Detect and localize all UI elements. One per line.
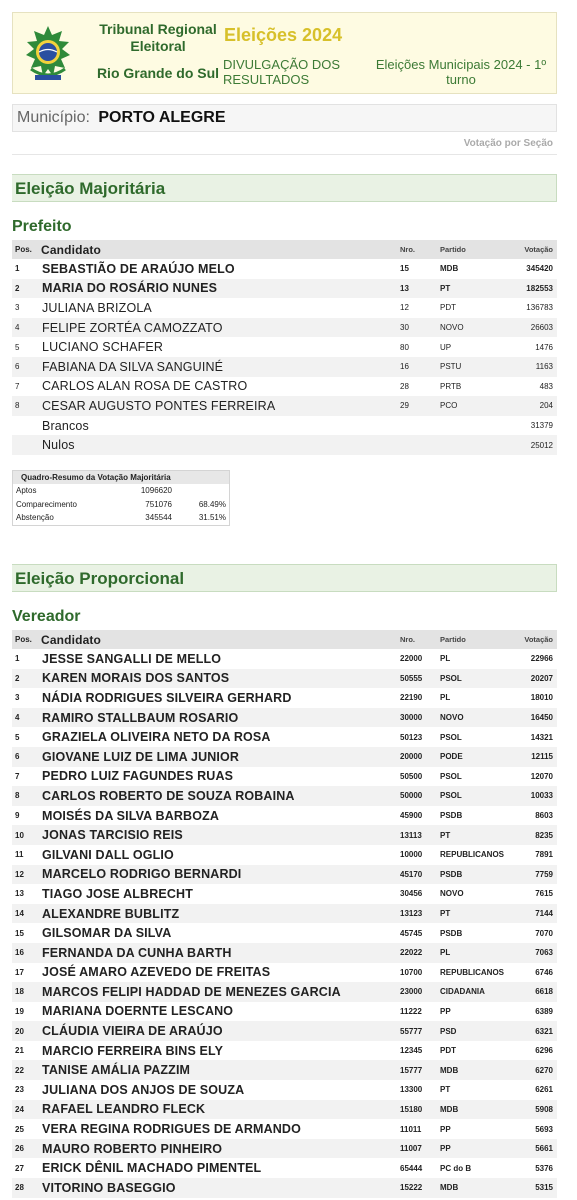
quadro-resumo	[12, 470, 230, 526]
vote-count: 483	[539, 381, 553, 391]
candidate-name: SEBASTIÃO DE ARAÚJO MELO	[42, 261, 235, 276]
party-name: NOVO	[440, 889, 464, 899]
vote-count: 26603	[530, 323, 553, 333]
candidate-name: CLÁUDIA VIEIRA DE ARAÚJO	[42, 1024, 223, 1039]
row-pos: 25	[15, 1124, 24, 1134]
table-row	[12, 259, 557, 279]
candidate-number: 45900	[400, 811, 423, 821]
resumo-row	[13, 498, 229, 512]
row-pos: 7	[15, 381, 20, 391]
table-row	[12, 416, 557, 436]
vote-count: 136783	[526, 303, 553, 313]
resumo-row	[13, 511, 229, 525]
table-row	[12, 786, 557, 806]
candidate-name: VERA REGINA RODRIGUES DE ARMANDO	[42, 1122, 301, 1137]
election-subtitle: DIVULGAÇÃO DOS RESULTADOS	[223, 57, 341, 87]
candidate-number: 50500	[400, 771, 423, 781]
table-row	[12, 1100, 557, 1120]
row-pos: 4	[15, 323, 20, 333]
party-name: PCO	[440, 401, 458, 411]
candidate-name: VITORINO BASEGGIO	[42, 1180, 176, 1195]
party-name: PL	[440, 693, 451, 703]
candidate-name: TIAGO JOSE ALBRECHT	[42, 886, 194, 901]
candidate-name: MARCIO FERREIRA BINS ELY	[42, 1043, 224, 1058]
resumo-percent: 68.49%	[198, 499, 226, 509]
row-pos: 23	[15, 1085, 24, 1095]
candidate-number: 45170	[400, 869, 423, 879]
vote-count: 6746	[535, 967, 553, 977]
candidate-number: 23000	[400, 987, 423, 997]
row-pos: 12	[15, 869, 24, 879]
prefeito-rows	[12, 259, 557, 455]
table-row	[12, 1060, 557, 1080]
candidate-number: 15222	[400, 1183, 423, 1193]
party-name: PT	[440, 1085, 451, 1095]
prefeito-table	[12, 240, 557, 455]
vote-count: 7063	[535, 948, 553, 958]
role-prefeito: Prefeito	[12, 218, 72, 235]
row-pos: 5	[15, 342, 20, 352]
candidate-name: FABIANA DA SILVA SANGUINÉ	[42, 359, 224, 374]
candidate-name: JULIANA DOS ANJOS DE SOUZA	[42, 1082, 245, 1097]
table-row	[12, 943, 557, 963]
candidate-name: GIOVANE LUIZ DE LIMA JUNIOR	[42, 749, 240, 764]
candidate-name: MAURO ROBERTO PINHEIRO	[42, 1141, 223, 1156]
candidate-number: 22022	[400, 948, 423, 958]
candidate-name: CARLOS ALAN ROSA DE CASTRO	[42, 379, 248, 394]
candidate-name: JONAS TARCISIO REIS	[42, 828, 183, 843]
party-name: PSOL	[440, 732, 462, 742]
table-row	[12, 963, 557, 983]
vote-count: 6270	[535, 1065, 553, 1075]
row-pos: 20	[15, 1026, 24, 1036]
party-name: REPUBLICANOS	[440, 850, 505, 860]
table-row	[12, 747, 557, 767]
table-row	[12, 396, 557, 416]
candidate-name: MARIA DO ROSÁRIO NUNES	[42, 281, 218, 296]
party-name: PSDB	[440, 811, 463, 821]
vote-count: 22966	[530, 654, 553, 664]
candidate-number: 29	[400, 401, 409, 411]
candidate-number: 22000	[400, 654, 423, 664]
vote-count: 6296	[535, 1046, 553, 1056]
candidate-name: GILVANI DALL OGLIO	[42, 847, 174, 862]
table-row	[12, 688, 557, 708]
vote-count: 10033	[530, 791, 553, 801]
candidate-number: 50555	[400, 673, 423, 683]
resumo-label: Abstenção	[16, 513, 54, 522]
candidate-name: LUCIANO SCHAFER	[42, 340, 164, 355]
party-name: PL	[440, 948, 451, 958]
candidate-number: 15	[400, 264, 409, 274]
party-name: CIDADANIA	[440, 987, 485, 997]
vote-count: 7891	[535, 850, 553, 860]
table-row	[12, 1178, 557, 1198]
party-name: PL	[440, 654, 451, 664]
candidate-number: 11007	[400, 1144, 422, 1154]
party-name: PP	[440, 1144, 451, 1154]
candidate-number: 65444	[400, 1163, 423, 1173]
party-name: PP	[440, 1124, 451, 1134]
candidate-number: 10000	[400, 850, 423, 860]
candidate-number: 11011	[400, 1124, 422, 1134]
divider	[12, 154, 557, 155]
resumo-value: 1096620	[140, 486, 172, 495]
candidate-number: 22190	[400, 693, 423, 703]
row-pos: 27	[15, 1163, 24, 1173]
vote-count: 12115	[531, 752, 553, 762]
party-name: PODE	[440, 752, 463, 762]
table-row	[12, 825, 557, 845]
vote-count: 5693	[535, 1124, 553, 1134]
candidate-name: FELIPE ZORTÉA CAMOZZATO	[42, 320, 223, 335]
candidate-name: CESAR AUGUSTO PONTES FERREIRA	[42, 398, 276, 413]
vote-count: 5661	[535, 1144, 553, 1154]
candidate-name: Brancos	[42, 418, 89, 433]
vote-count: 5908	[535, 1104, 553, 1114]
resumo-row	[13, 484, 229, 498]
tre-name: Tribunal Regional Eleitoral	[99, 21, 217, 54]
party-name: MDB	[440, 1104, 459, 1114]
table-header	[12, 240, 557, 259]
vote-count: 31379	[530, 421, 553, 431]
row-pos: 16	[15, 948, 24, 958]
party-name: PSDB	[440, 869, 463, 879]
candidate-name: GRAZIELA OLIVEIRA NETO DA ROSA	[42, 730, 271, 745]
candidate-number: 45745	[400, 928, 423, 938]
brazil-coat-of-arms-icon	[17, 23, 79, 85]
vote-count: 6389	[535, 1006, 553, 1016]
candidate-name: NÁDIA RODRIGUES SILVEIRA GERHARD	[42, 690, 292, 705]
row-pos: 2	[15, 283, 20, 293]
vote-count: 1476	[535, 342, 553, 352]
candidate-number: 30000	[400, 713, 423, 723]
municipio-label: Município:	[17, 109, 90, 126]
candidate-number: 13123	[400, 909, 423, 919]
table-row	[12, 649, 557, 669]
vote-count: 182553	[526, 283, 553, 293]
col-party: Partido	[440, 245, 466, 254]
party-name: PSOL	[440, 771, 462, 781]
table-row	[12, 806, 557, 826]
vote-count: 6618	[535, 987, 553, 997]
candidate-name: GILSOMAR DA SILVA	[42, 926, 172, 941]
row-pos: 15	[15, 928, 24, 938]
candidate-name: MARCOS FELIPI HADDAD DE MENEZES GARCIA	[42, 984, 341, 999]
party-name: REPUBLICANOS	[440, 967, 505, 977]
party-name: MDB	[440, 264, 459, 274]
candidate-number: 80	[400, 342, 409, 352]
table-row	[12, 982, 557, 1002]
row-pos: 10	[15, 830, 24, 840]
vote-count: 7759	[535, 869, 553, 879]
candidate-number: 13	[400, 283, 409, 293]
municipio-value: PORTO ALEGRE	[98, 109, 226, 126]
table-row	[12, 1002, 557, 1022]
table-row	[12, 1021, 557, 1041]
col-candidate: Candidato	[41, 632, 102, 647]
resumo-label: Aptos	[16, 486, 37, 495]
party-name: PT	[440, 830, 451, 840]
party-name: MDB	[440, 1065, 459, 1075]
section-proporcional-title: Eleição Proporcional	[12, 564, 557, 592]
row-pos: 22	[15, 1065, 24, 1075]
candidate-name: KAREN MORAIS DOS SANTOS	[42, 671, 230, 686]
col-pos: Pos.	[15, 245, 32, 254]
col-nro: Nro.	[400, 635, 415, 644]
header	[12, 12, 557, 94]
table-row	[12, 298, 557, 318]
row-pos: 11	[15, 850, 24, 860]
row-pos: 8	[15, 791, 20, 801]
party-name: PDT	[440, 1046, 456, 1056]
vereador-rows	[12, 649, 557, 1198]
table-header	[12, 630, 557, 649]
row-pos: 26	[15, 1144, 24, 1154]
party-name: PC do B	[440, 1163, 472, 1173]
candidate-name: FERNANDA DA CUNHA BARTH	[42, 945, 232, 960]
row-pos: 1	[15, 264, 20, 274]
candidate-number: 50000	[400, 791, 423, 801]
table-row	[12, 904, 557, 924]
row-pos: 14	[15, 909, 24, 919]
candidate-name: JOSÉ AMARO AZEVEDO DE FREITAS	[42, 965, 271, 980]
party-name: PSTU	[440, 362, 462, 372]
candidate-name: ERICK DÊNIL MACHADO PIMENTEL	[42, 1161, 262, 1176]
row-pos: 6	[15, 752, 20, 762]
table-row	[12, 1080, 557, 1100]
vote-count: 204	[539, 401, 553, 411]
candidate-name: Nulos	[42, 438, 75, 453]
tre-state: Rio Grande do Sul	[96, 65, 220, 81]
vote-count: 8603	[535, 811, 553, 821]
row-pos: 3	[15, 303, 20, 313]
table-row	[12, 865, 557, 885]
row-pos: 2	[15, 673, 20, 683]
vote-count: 5376	[535, 1163, 553, 1173]
vote-count: 12070	[530, 771, 553, 781]
row-pos: 13	[15, 889, 24, 899]
vote-count: 7615	[535, 889, 553, 899]
col-nro: Nro.	[400, 245, 415, 254]
vote-count: 14321	[530, 732, 553, 742]
col-pos: Pos.	[15, 635, 32, 644]
candidate-name: TANISE AMÁLIA PAZZIM	[42, 1063, 191, 1078]
party-name: PSOL	[440, 673, 462, 683]
row-pos: 5	[15, 732, 20, 742]
resumo-value: 751076	[145, 499, 172, 509]
vote-count: 8235	[535, 830, 553, 840]
row-pos: 18	[15, 987, 24, 997]
resumo-title: Quadro-Resumo da Votação Majoritária	[13, 471, 229, 484]
party-name: MDB	[440, 1183, 459, 1193]
candidate-name: PEDRO LUIZ FAGUNDES RUAS	[42, 769, 234, 784]
table-row	[12, 1139, 557, 1159]
row-pos: 21	[15, 1046, 24, 1056]
section-majoritaria-title: Eleição Majoritária	[12, 174, 557, 202]
resumo-value: 345544	[145, 513, 172, 522]
row-pos: 4	[15, 713, 20, 723]
candidate-number: 15777	[400, 1065, 423, 1075]
table-row	[12, 669, 557, 689]
party-name: PP	[440, 1006, 451, 1016]
row-pos: 3	[15, 693, 20, 703]
vote-count: 5315	[535, 1183, 553, 1193]
candidate-number: 12	[400, 303, 409, 313]
row-pos: 6	[15, 362, 20, 372]
row-pos: 7	[15, 771, 20, 781]
election-round: Eleições Municipais 2024 - 1º turno	[375, 57, 547, 87]
candidate-number: 30	[400, 323, 409, 333]
vote-count: 6321	[535, 1026, 553, 1036]
municipio-bar	[12, 104, 557, 132]
table-row	[12, 923, 557, 943]
candidate-number: 55777	[400, 1026, 423, 1036]
table-row	[12, 435, 557, 455]
vote-count: 25012	[530, 440, 553, 450]
table-row	[12, 357, 557, 377]
row-pos: 28	[15, 1183, 24, 1193]
election-title: Eleições 2024	[224, 25, 343, 45]
vote-count: 1163	[535, 362, 553, 372]
table-row	[12, 377, 557, 397]
party-name: PDT	[440, 303, 456, 313]
party-name: PSDB	[440, 928, 463, 938]
table-row	[12, 1041, 557, 1061]
table-row	[12, 727, 557, 747]
candidate-name: MARIANA DOERNTE LESCANO	[42, 1004, 234, 1019]
candidate-name: ALEXANDRE BUBLITZ	[42, 906, 180, 921]
col-candidate: Candidato	[41, 242, 102, 257]
vote-count: 16450	[530, 713, 553, 723]
vote-count: 345420	[526, 264, 553, 274]
table-row	[12, 337, 557, 357]
candidate-number: 50123	[400, 732, 423, 742]
table-row	[12, 708, 557, 728]
candidate-number: 13113	[400, 830, 422, 840]
vote-count: 18010	[530, 693, 553, 703]
party-name: PT	[440, 283, 451, 293]
candidate-number: 11222	[400, 1006, 422, 1016]
party-name: NOVO	[440, 713, 464, 723]
resumo-percent: 31.51%	[198, 513, 226, 522]
candidate-number: 16	[400, 362, 409, 372]
party-name: PT	[440, 909, 451, 919]
candidate-number: 13300	[400, 1085, 423, 1095]
row-pos: 1	[15, 654, 20, 664]
party-name: PRTB	[440, 381, 462, 391]
table-row	[12, 279, 557, 299]
candidate-name: RAMIRO STALLBAUM ROSARIO	[42, 710, 239, 725]
table-row	[12, 1119, 557, 1139]
resumo-rows	[13, 484, 229, 525]
row-pos: 9	[15, 811, 20, 821]
row-pos: 8	[15, 401, 20, 411]
party-name: NOVO	[440, 323, 464, 333]
candidate-name: JESSE SANGALLI DE MELLO	[42, 651, 222, 666]
candidate-number: 10700	[400, 967, 423, 977]
table-row	[12, 318, 557, 338]
candidate-number: 12345	[400, 1046, 423, 1056]
table-row	[12, 845, 557, 865]
row-pos: 24	[15, 1104, 24, 1114]
col-party: Partido	[440, 635, 466, 644]
col-votes: Votação	[524, 635, 553, 644]
row-pos: 19	[15, 1006, 24, 1016]
candidate-number: 28	[400, 381, 409, 391]
vereador-table	[12, 630, 557, 1198]
col-votes: Votação	[524, 245, 553, 254]
party-name: PSD	[440, 1026, 457, 1036]
resumo-label: Comparecimento	[16, 499, 77, 509]
party-name: PSOL	[440, 791, 462, 801]
row-pos: 17	[15, 967, 24, 977]
vote-count: 7070	[535, 928, 553, 938]
candidate-name: RAFAEL LEANDRO FLECK	[42, 1102, 206, 1117]
candidate-number: 30456	[400, 889, 423, 899]
candidate-name: MOISÉS DA SILVA BARBOZA	[42, 808, 220, 823]
candidate-number: 20000	[400, 752, 423, 762]
candidate-name: JULIANA BRIZOLA	[42, 300, 152, 315]
table-row	[12, 767, 557, 787]
vote-count: 7144	[535, 909, 553, 919]
vote-count: 6261	[535, 1085, 553, 1095]
table-row	[12, 1158, 557, 1178]
candidate-number: 15180	[400, 1104, 423, 1114]
candidate-name: MARCELO RODRIGO BERNARDI	[42, 867, 242, 882]
candidate-name: CARLOS ROBERTO DE SOUZA ROBAINA	[42, 788, 295, 803]
table-row	[12, 884, 557, 904]
votacao-por-secao-link[interactable]: Votação por Seção	[463, 138, 553, 149]
party-name: UP	[440, 342, 452, 352]
role-vereador: Vereador	[12, 608, 81, 625]
vote-count: 20207	[530, 673, 553, 683]
